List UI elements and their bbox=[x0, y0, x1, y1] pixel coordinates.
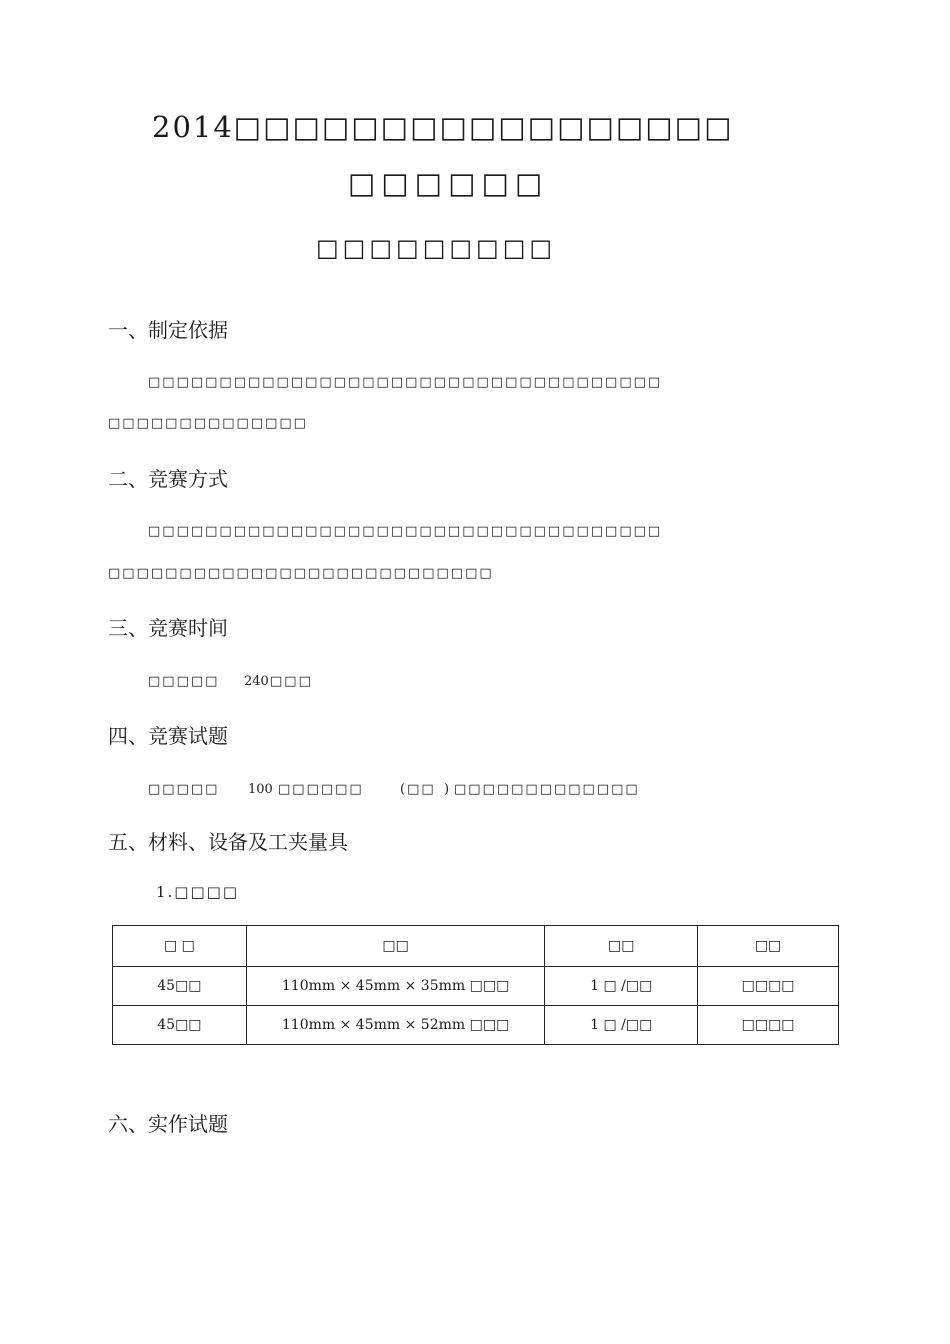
time-value: 240 bbox=[244, 674, 269, 689]
row-spec-suffix: □□□ bbox=[469, 1017, 510, 1033]
row-qty: 1 □ /□□ bbox=[545, 967, 698, 1006]
question-suffix: □□□□□□□□□□□□□ bbox=[454, 782, 640, 797]
table-header-qty: □□ bbox=[545, 926, 698, 967]
table-header-spec: □□ bbox=[246, 926, 545, 967]
section-1-line-2: □□□□□□□□□□□□□□ bbox=[108, 416, 308, 431]
row-note: □□□□ bbox=[698, 967, 839, 1006]
section-heading-5: 五、材料、设备及工夹量具 bbox=[108, 830, 348, 854]
row-material: 45□□ bbox=[113, 967, 247, 1006]
row-spec-dimensions: 110mm × 45mm × 52mm bbox=[281, 1017, 466, 1033]
section-heading-3: 三、竞赛时间 bbox=[108, 616, 228, 640]
table-header-note: □□ bbox=[698, 926, 839, 967]
question-prefix: □□□□□ bbox=[148, 782, 220, 797]
time-prefix: □□□□□ bbox=[148, 674, 220, 689]
doc-title-line1: 2014□□□□□□□□□□□□□□□□□ bbox=[152, 110, 734, 144]
row-spec-dimensions: 110mm × 45mm × 35mm bbox=[281, 978, 466, 994]
row-note: □□□□ bbox=[698, 1006, 839, 1045]
question-mid: □□□□□□ bbox=[278, 782, 364, 797]
row-material: 45□□ bbox=[113, 1006, 247, 1045]
time-suffix: □□□ bbox=[270, 674, 313, 689]
question-value: 100 bbox=[248, 782, 273, 797]
question-paren-open: (□□ bbox=[400, 782, 436, 797]
row-spec bbox=[246, 967, 545, 1006]
section-heading-6: 六、实作试题 bbox=[108, 1112, 228, 1136]
section-2-line-1: □□□□□□□□□□□□□□□□□□□□□□□□□□□□□□□□□□□□ bbox=[148, 524, 663, 539]
section-heading-4: 四、竞赛试题 bbox=[108, 724, 228, 748]
question-paren-close: ) bbox=[444, 782, 452, 797]
doc-title-line3: □□□□□□□□□ bbox=[316, 234, 557, 262]
subsection-materials: 1.□□□□ bbox=[156, 883, 240, 901]
table-header-material: □ □ bbox=[113, 926, 247, 967]
doc-title-line2: □□□□□□ bbox=[348, 166, 549, 200]
row-spec-suffix: □□□ bbox=[469, 978, 510, 994]
section-1-line-1: □□□□□□□□□□□□□□□□□□□□□□□□□□□□□□□□□□□□ bbox=[148, 375, 663, 390]
table-header-row bbox=[113, 926, 839, 967]
section-2-line-2: □□□□□□□□□□□□□□□□□□□□□□□□□□□ bbox=[108, 566, 494, 581]
section-heading-2: 二、竞赛方式 bbox=[108, 467, 228, 491]
table-row bbox=[113, 1006, 839, 1045]
row-spec bbox=[246, 1006, 545, 1045]
table-row bbox=[113, 967, 839, 1006]
materials-table bbox=[112, 925, 839, 1045]
row-qty: 1 □ /□□ bbox=[545, 1006, 698, 1045]
section-heading-1: 一、制定依据 bbox=[108, 318, 228, 342]
